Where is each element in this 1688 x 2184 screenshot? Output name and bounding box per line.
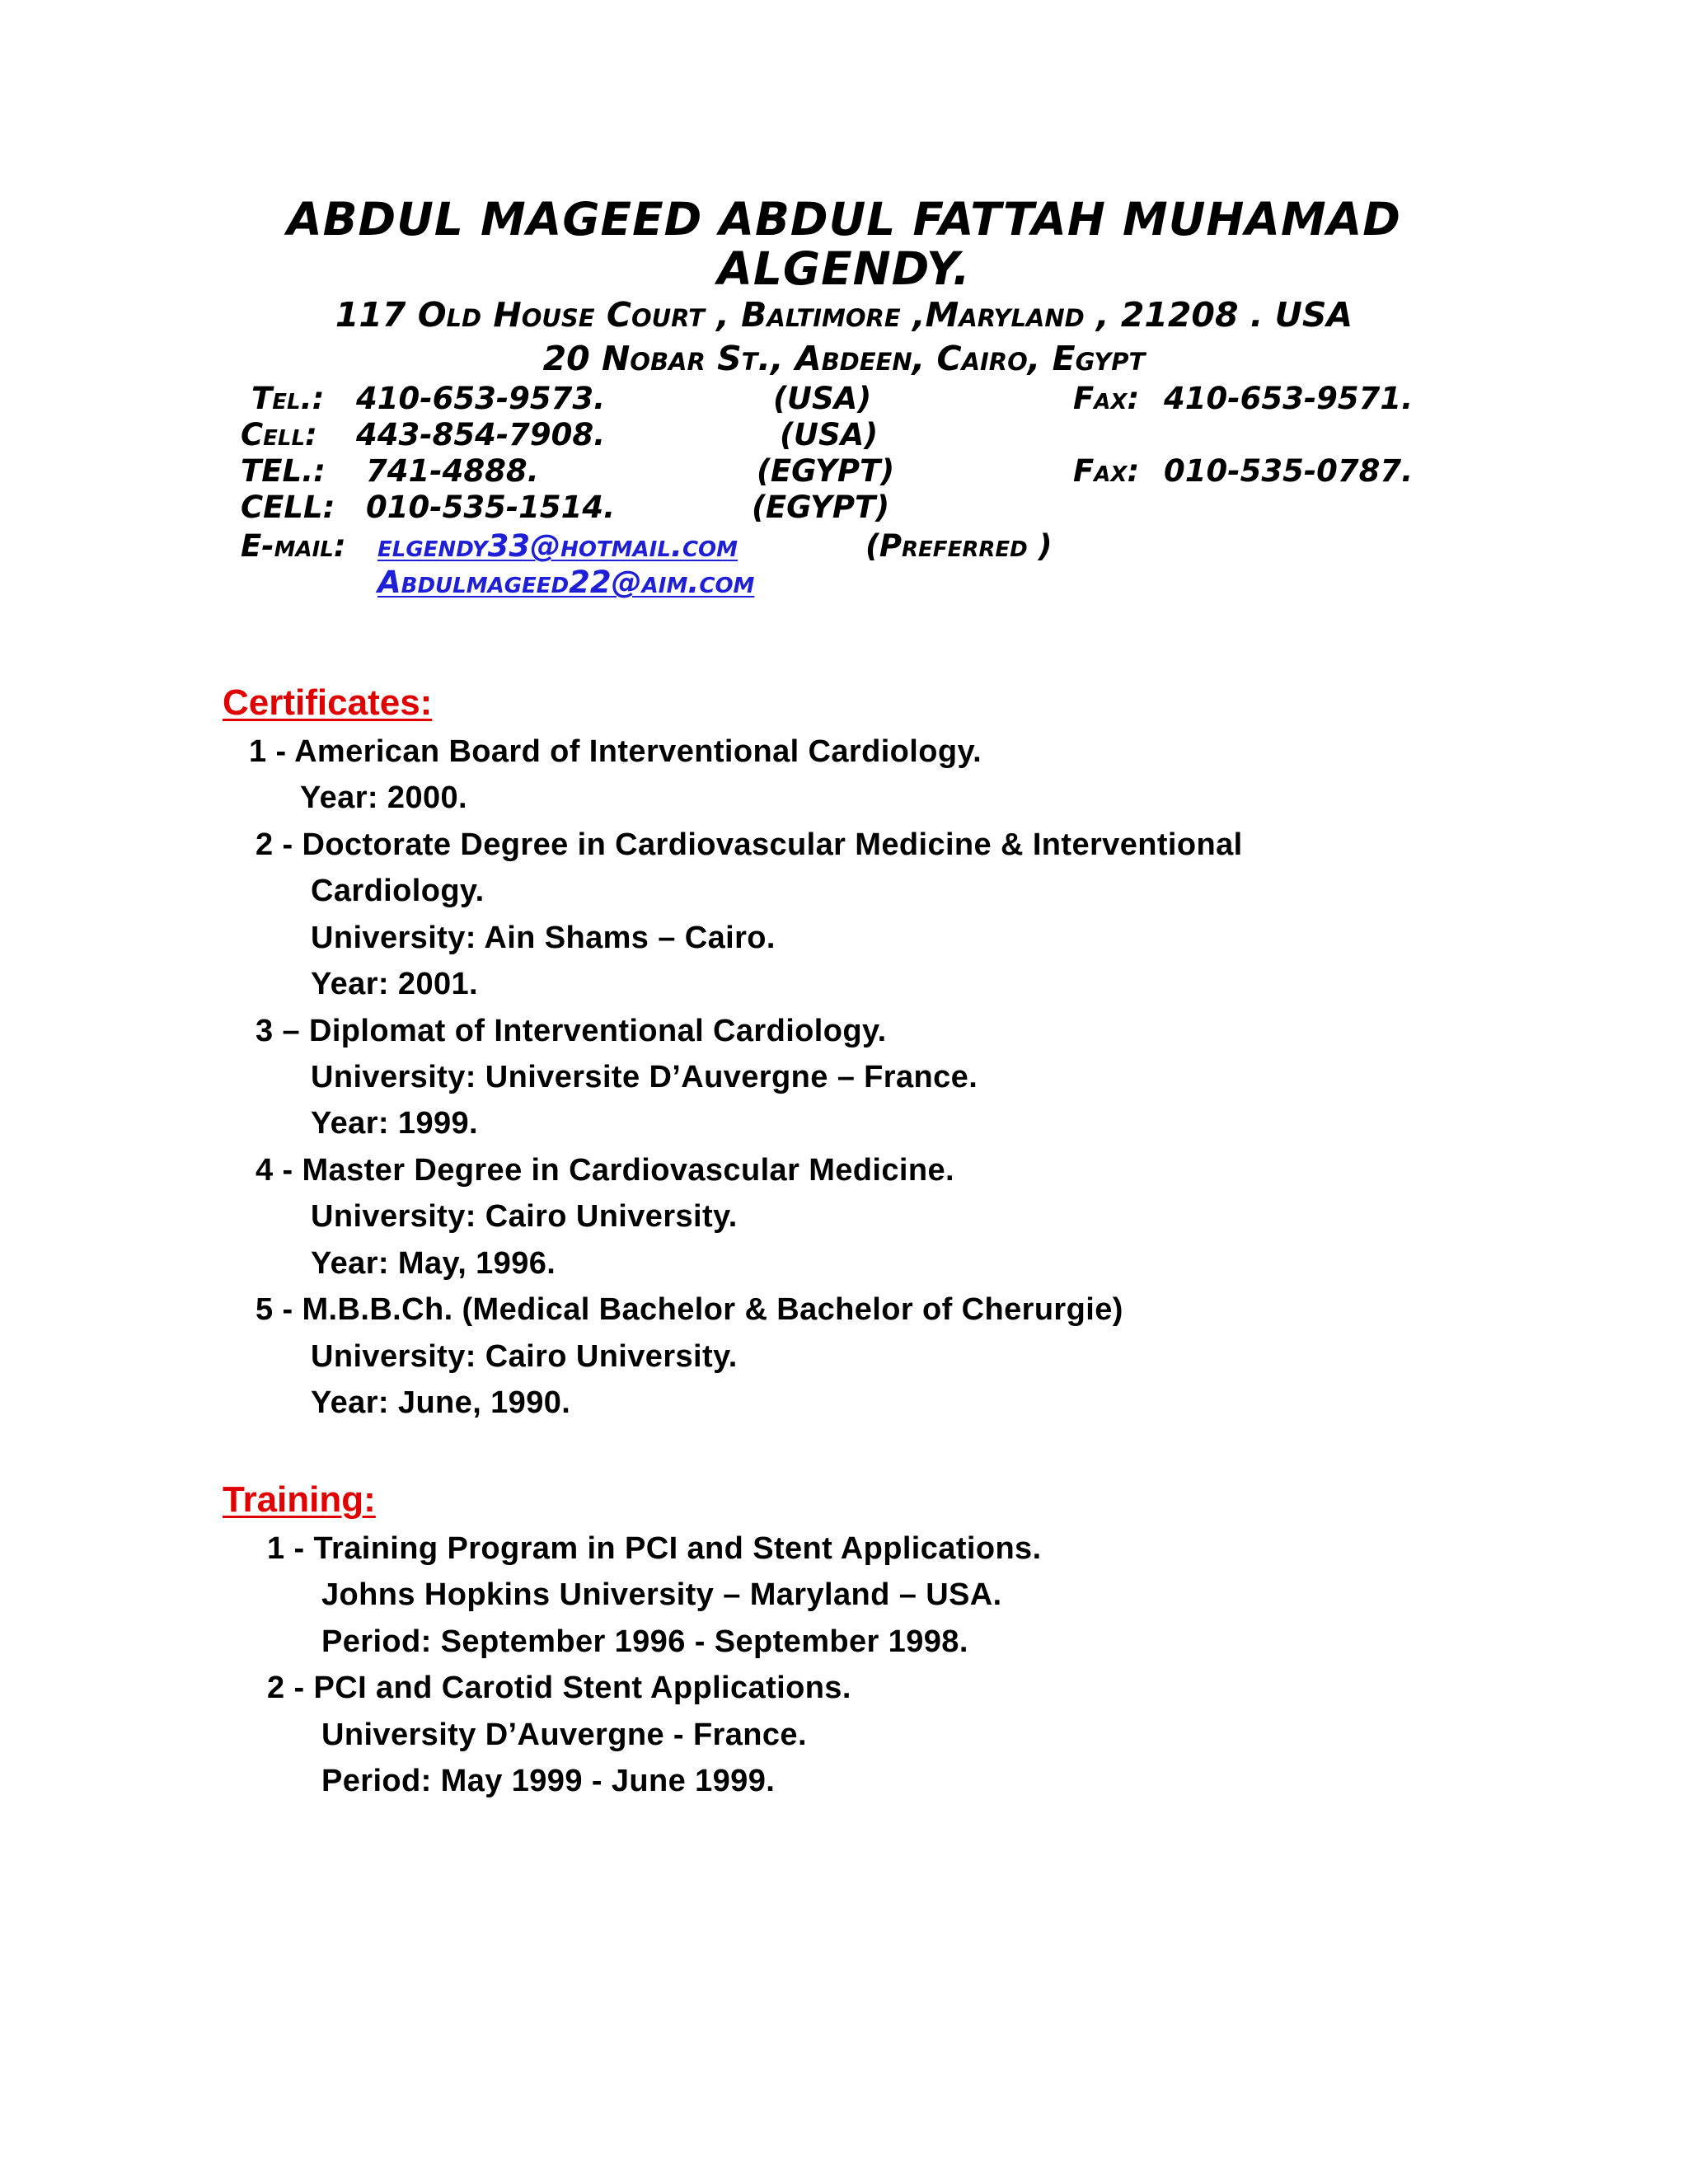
training-line: 1 - Training Program in PCI and Stent Applications. (267, 1531, 1042, 1566)
fax-usa-label: Fax: (1073, 381, 1140, 416)
email-primary-link[interactable]: elgendy33@hotmail.com (377, 528, 738, 564)
cell-egypt-country: (EGYPT) (752, 490, 890, 525)
certificate-line: University: Ain Shams – Cairo. (311, 921, 776, 955)
tel-usa-number: 410-653-9573. (356, 381, 606, 416)
certificate-line: Year: May, 1996. (311, 1246, 556, 1281)
training-line: Period: May 1999 - June 1999. (321, 1764, 776, 1798)
fax-usa-number: 410-653-9571. (1164, 381, 1414, 416)
name-line-1: ABDUL MAGEED ABDUL FATTAH MUHAMAD (287, 193, 1401, 246)
certificate-line: University: Cairo University. (311, 1339, 738, 1374)
certificate-line: 5 - M.B.B.Ch. (Medical Bachelor & Bachelor of Cherurgie) (256, 1292, 1123, 1327)
tel-egypt-country: (EGYPT) (757, 453, 895, 489)
cell-usa-country: (USA) (780, 417, 879, 452)
tel-egypt-number: 741-4888. (366, 453, 539, 489)
certificate-line: Year: 2000. (300, 780, 468, 815)
certificate-line: University: Cairo University. (311, 1199, 738, 1234)
certificate-line: Year: 1999. (311, 1106, 479, 1141)
certificate-line: 4 - Master Degree in Cardiovascular Medicine. (256, 1153, 954, 1188)
certificate-line: University: Universite D’Auvergne – France. (311, 1060, 978, 1094)
tel-egypt-label: TEL.: (241, 453, 326, 489)
training-line: Period: September 1996 - September 1998. (321, 1624, 968, 1659)
training-heading: Training: (223, 1479, 376, 1520)
certificate-line: Year: June, 1990. (311, 1385, 571, 1420)
certificate-line: 3 – Diplomat of Interventional Cardiology. (256, 1014, 887, 1048)
fax-egypt-label: Fax: (1073, 453, 1140, 489)
tel-usa-label: Tel.: (251, 381, 325, 416)
email-label: E-mail: (241, 528, 346, 564)
address-usa: 117 Old House Court , Baltimore ,Maryland , 21208 . USA (335, 295, 1353, 335)
certificate-line: Year: 2001. (311, 967, 479, 1001)
address-egypt: 20 Nobar St., Abdeen, Cairo, Egypt (542, 339, 1146, 378)
certificate-line: Cardiology. (311, 874, 485, 908)
name-line-2: ALGENDY. (717, 242, 971, 295)
training-line: Johns Hopkins University – Maryland – USA. (321, 1577, 1002, 1612)
cell-egypt-number: 010-535-1514. (366, 490, 616, 525)
training-line: University D’Auvergne - France. (321, 1718, 807, 1752)
certificate-line: 1 - American Board of Interventional Cardiology. (249, 734, 982, 769)
cell-egypt-label: CELL: (241, 490, 335, 525)
email-preferred-note: (Preferred ) (865, 528, 1053, 564)
training-line: 2 - PCI and Carotid Stent Applications. (267, 1671, 851, 1705)
tel-usa-country: (USA) (773, 381, 872, 416)
cell-usa-label: Cell: (241, 417, 317, 452)
email-secondary-link[interactable]: Abdulmageed22@aim.com (377, 565, 755, 600)
certificate-line: 2 - Doctorate Degree in Cardiovascular Medicine & Interventional (256, 827, 1243, 862)
fax-egypt-number: 010-535-0787. (1164, 453, 1414, 489)
certificates-heading: Certificates: (223, 682, 433, 723)
cell-usa-number: 443-854-7908. (356, 417, 606, 452)
